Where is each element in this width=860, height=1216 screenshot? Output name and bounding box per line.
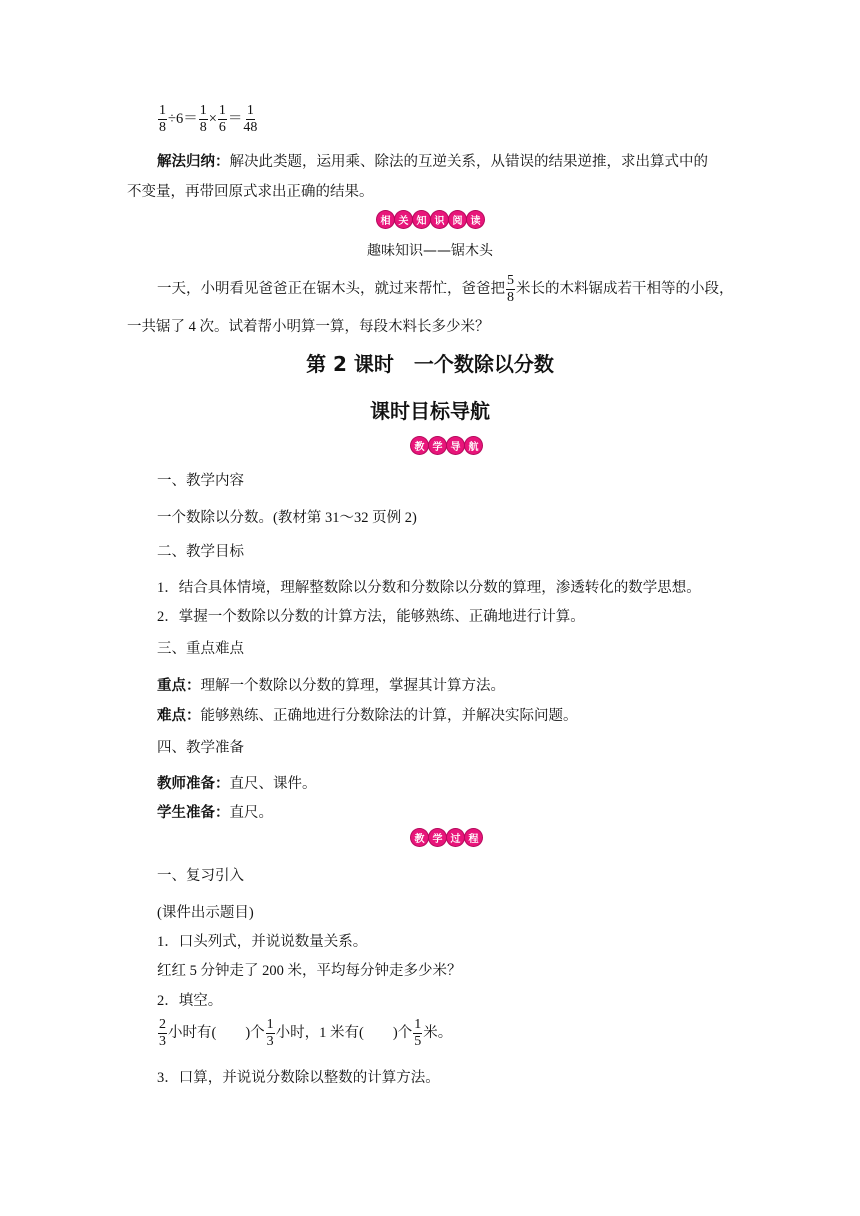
key-point: 重点：理解一个数除以分数的算理，掌握其计算方法。 [157,678,505,694]
goal-item: 2．掌握一个数除以分数的计算方法，能够熟练、正确地进行计算。 [157,609,585,625]
question-item: 2．填空。 [157,993,223,1009]
story-line-2: 一共锯了 4 次。试着帮小明算一算，每段木料长多少米？ [127,319,490,335]
fraction: $\frac{2}{3}$ [159,1017,166,1049]
fraction: $\frac{1}{8}$ [199,103,207,135]
student-prep: 学生准备：直尺。 [157,805,273,821]
fraction: $\frac{1}{6}$ [218,103,226,135]
difficult-point: 难点：能够熟练、正确地进行分数除法的计算，并解决实际问题。 [157,708,578,724]
nav-title: 课时目标导航 [370,399,490,423]
fraction: $\frac{5}{8}$ [507,273,514,305]
fraction: $\frac{1}{5}$ [414,1017,422,1049]
goal-item: 1．结合具体情境，理解整数除以分数和分数除以分数的算理，渗透转化的数学思想。 [157,580,701,596]
section-heading: 四、教学准备 [157,740,244,756]
section-heading: 一、教学内容 [157,473,244,489]
fill-blank-line: $\frac{2}{3}$ 小时有( )个 $\frac{1}{3}$ 小时，1 米有( )个 $\frac{1}{5}$ 米。 [159,1017,453,1049]
question-item: 3．口算，并说说分数除以整数的计算方法。 [157,1070,440,1086]
equation-line: $\frac{1}{8}$ ÷6＝ $\frac{1}{8}$ × $\frac{1}{6}$ ＝ $\frac{1}{48}$ [159,103,258,135]
teaching-process-badge: 教 学 过 程 [411,829,482,846]
teacher-prep: 教师准备：直尺、课件。 [157,776,317,792]
summary-line-2: 不变量，再带回原式求出正确的结果。 [127,184,374,200]
content-text: 一个数除以分数。(教材第 31～32 页例 2) [157,510,417,526]
section-heading: 二、教学目标 [157,544,244,560]
fraction: $\frac{1}{3}$ [266,1017,274,1049]
fun-knowledge-title: 趣味知识——锯木头 [367,243,493,259]
summary-line-1: 解法归纳：解决此类题，运用乘、除法的互逆关系，从错误的结果逆推，求出算式中的 [157,154,708,170]
section-heading: 一、复习引入 [157,868,244,884]
question-item: 1．口头列式，并说说数量关系。 [157,934,368,950]
fraction: $\frac{1}{8}$ [159,103,166,135]
fraction: $\frac{1}{48}$ [243,103,258,135]
story-line-1: 一天，小明看见爸爸正在锯木头，就过来帮忙，爸爸把 $\frac{5}{8}$ 米长的木料锯成若干相等的小段， [157,273,734,305]
teaching-guide-badge: 教 学 导 航 [411,437,482,454]
lesson-title: 第 2 课时 一个数除以分数 [306,352,554,376]
related-reading-badge: 相 关 知 识 阅 读 [377,211,484,228]
courseware-note: (课件出示题目) [157,905,254,921]
question-text: 红红 5 分钟走了 200 米，平均每分钟走多少米？ [157,963,462,979]
section-heading: 三、重点难点 [157,641,244,657]
